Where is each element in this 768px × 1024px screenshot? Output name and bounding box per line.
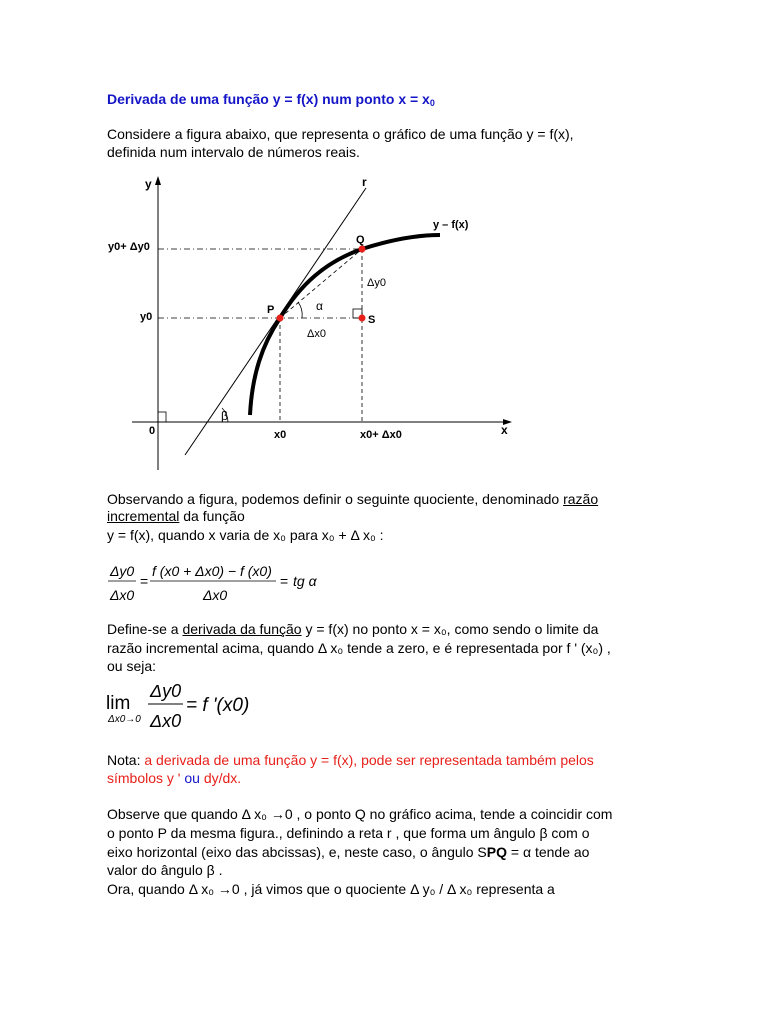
intro-line-2: definida num intervalo de números reais.: [107, 144, 360, 160]
incremental-ratio-formula: [100, 556, 360, 606]
svg-text:Δx0: Δx0: [110, 587, 135, 603]
svg-text:=: =: [140, 573, 149, 589]
observe-line-1: Observe que quando Δ x₀ →0 , o ponto Q no gráfico acima, tende a coincidir com: [107, 806, 613, 822]
point-p-label: P: [267, 304, 275, 316]
dx0-label: Δx0: [307, 328, 326, 340]
svg-text:lim: lim: [106, 693, 131, 714]
define-line-1: Define-se a derivada da função y = f(x) no ponto x = x₀, como sendo o limite da: [107, 621, 599, 637]
svg-text:Δy0: Δy0: [150, 681, 182, 701]
x0-dx0-label: x0+ Δx0: [360, 429, 402, 441]
alpha-label: α: [316, 299, 323, 313]
svg-text:tg α: tg α: [293, 573, 317, 589]
derivative-figure: [0, 170, 768, 480]
svg-text:Δx0→0: Δx0→0: [108, 714, 141, 725]
tangent-r-label: r: [362, 175, 367, 189]
beta-label: β: [221, 409, 228, 423]
observe-line-5: Ora, quando Δ x₀ →0 , já vimos que o quociente Δ y₀ / Δ x₀ representa a: [107, 881, 555, 897]
observe-line-3: eixo horizontal (eixo das abcissas), e, neste caso, o ângulo SPQ = α tende ao: [107, 844, 590, 860]
y0-label: y0: [140, 311, 153, 323]
svg-text:= f '(x0): = f '(x0): [186, 695, 250, 716]
nota-line-2: símbolos y ' ou dy/dx.: [107, 770, 242, 786]
svg-text:Δx0: Δx0: [150, 711, 182, 731]
origin-label: 0: [149, 425, 156, 437]
y-axis-label: y: [145, 177, 152, 191]
observe-line-2: o ponto P da mesma figura., definindo a reta r , que forma um ângulo β com o: [107, 825, 590, 841]
observ-line-3: y = f(x), quando x varia de x₀ para x₀ + Δ x₀ :: [107, 527, 384, 543]
observ-line-2: incremental da função: [107, 508, 245, 524]
intro-line-1: Considere a figura abaixo, que representa o gráfico de uma função y = f(x),: [107, 126, 574, 142]
x-axis-label: x: [501, 423, 508, 437]
point-s-label: S: [368, 314, 376, 326]
svg-text:Δx0: Δx0: [203, 587, 228, 603]
dy0-label: Δy0: [367, 277, 386, 289]
define-line-3: ou seja:: [107, 658, 157, 674]
observe-line-4: valor do ângulo β .: [107, 862, 223, 878]
curve-label: y – f(x): [433, 219, 469, 231]
point-q-label: Q: [356, 234, 365, 246]
x0-label: x0: [274, 429, 287, 441]
define-line-2: razão incremental acima, quando Δ x₀ tende a zero, e é representada por f ' (x₀) ,: [107, 640, 611, 656]
derivative-limit-formula: [100, 675, 300, 737]
svg-text:Δy0: Δy0: [110, 563, 135, 579]
y0-dy0-label: y0+ Δy0: [108, 241, 150, 253]
page-title: Derivada de uma função y = f(x) num ponto $x = x_0$: [107, 91, 435, 108]
observ-line-1: Observando a figura, podemos definir o seguinte quociente, denominado razão: [107, 491, 599, 507]
svg-text:=: =: [280, 573, 289, 589]
nota-line-1: Nota: a derivada de uma função y = f(x), pode ser representada também pelos: [107, 752, 594, 768]
svg-text:f (x0 + Δx0) − f (x0): f (x0 + Δx0) − f (x0): [152, 563, 272, 579]
